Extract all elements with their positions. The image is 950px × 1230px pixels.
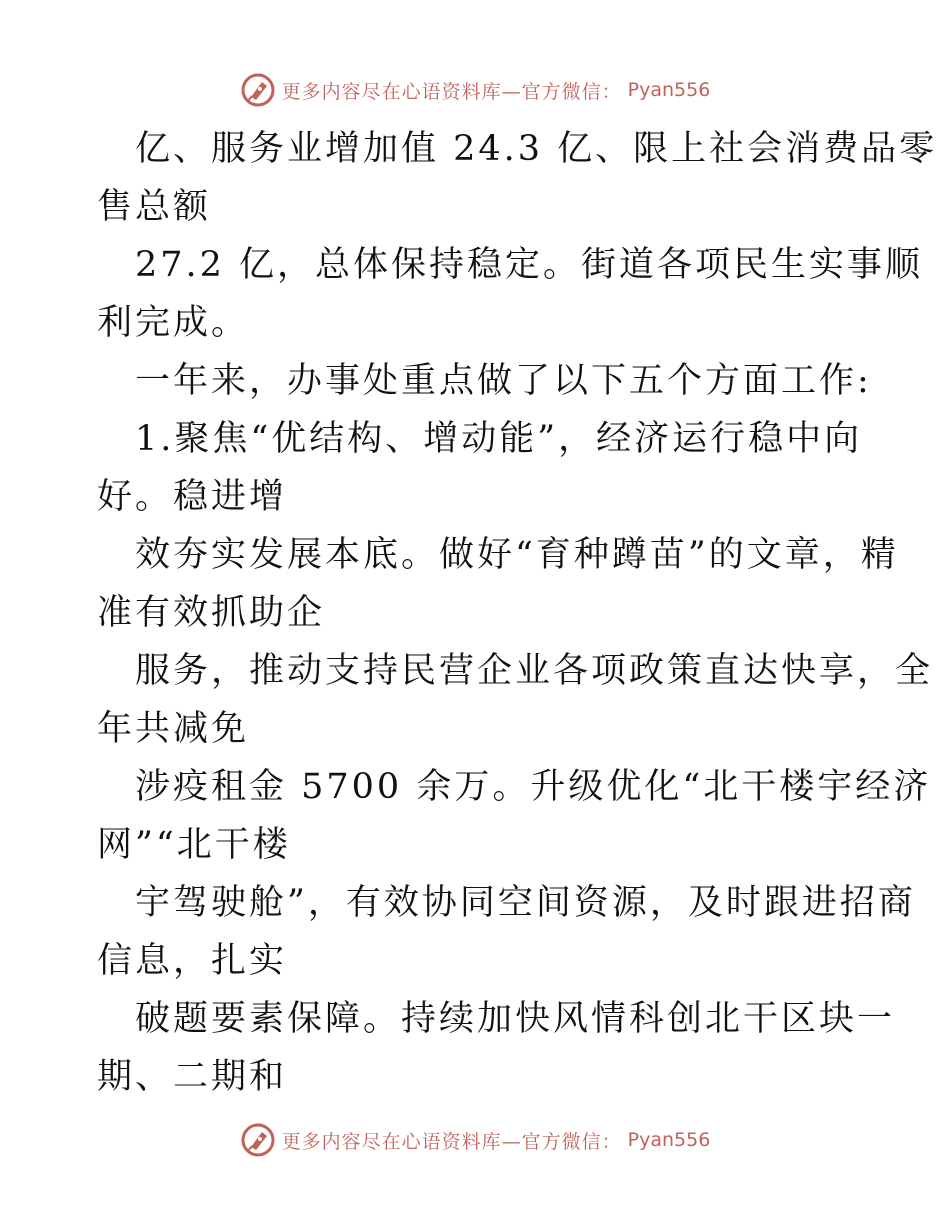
- text-line: 涉疫租金 5700 余万。升级优化“北干楼宇经济: [135, 767, 932, 807]
- text-line: 效夯实发展本底。做好“育种蹲苗”的文章，精: [135, 535, 899, 575]
- text-line: 利完成。: [97, 303, 250, 343]
- text-line: 亿、服务业增加值 24.3 亿、限上社会消费品零: [135, 129, 938, 169]
- text-line: 网”“北干楼: [97, 825, 291, 865]
- pen-nib-logo-icon: [240, 1122, 276, 1158]
- text-line: 1.聚焦“优结构、增动能”，经济运行稳中向: [135, 419, 863, 459]
- text-line: 年共减免: [97, 709, 250, 749]
- text-line: 27.2 亿，总体保持稳定。街道各项民生实事顺: [135, 245, 924, 285]
- header-watermark-banner: [0, 70, 950, 110]
- text-line: 服务，推动支持民营企业各项政策直达快享，全: [135, 651, 934, 691]
- watermark-wechat-id: Pyan556: [627, 79, 711, 101]
- document-body: [97, 120, 938, 1106]
- text-line: 宇驾驶舱”，有效协同空间资源，及时跟进招商: [135, 883, 916, 923]
- text-line: 一年来，办事处重点做了以下五个方面工作:: [135, 361, 872, 401]
- text-line: 准有效抓助企: [97, 593, 326, 633]
- watermark-wechat-id: Pyan556: [627, 1129, 711, 1151]
- text-line: 破题要素保障。持续加快风情科创北干区块一: [135, 999, 896, 1039]
- text-line: 信息，扎实: [97, 941, 288, 981]
- footer-watermark-banner: [0, 1120, 950, 1160]
- text-line: 售总额: [97, 187, 212, 227]
- text-line: 好。稳进增: [97, 477, 288, 517]
- watermark-text: 更多内容尽在心语资料库—官方微信：: [281, 1130, 622, 1153]
- watermark-text: 更多内容尽在心语资料库—官方微信：: [281, 80, 622, 103]
- text-line: 期、二期和: [97, 1057, 288, 1097]
- pen-nib-logo-icon: [240, 72, 276, 108]
